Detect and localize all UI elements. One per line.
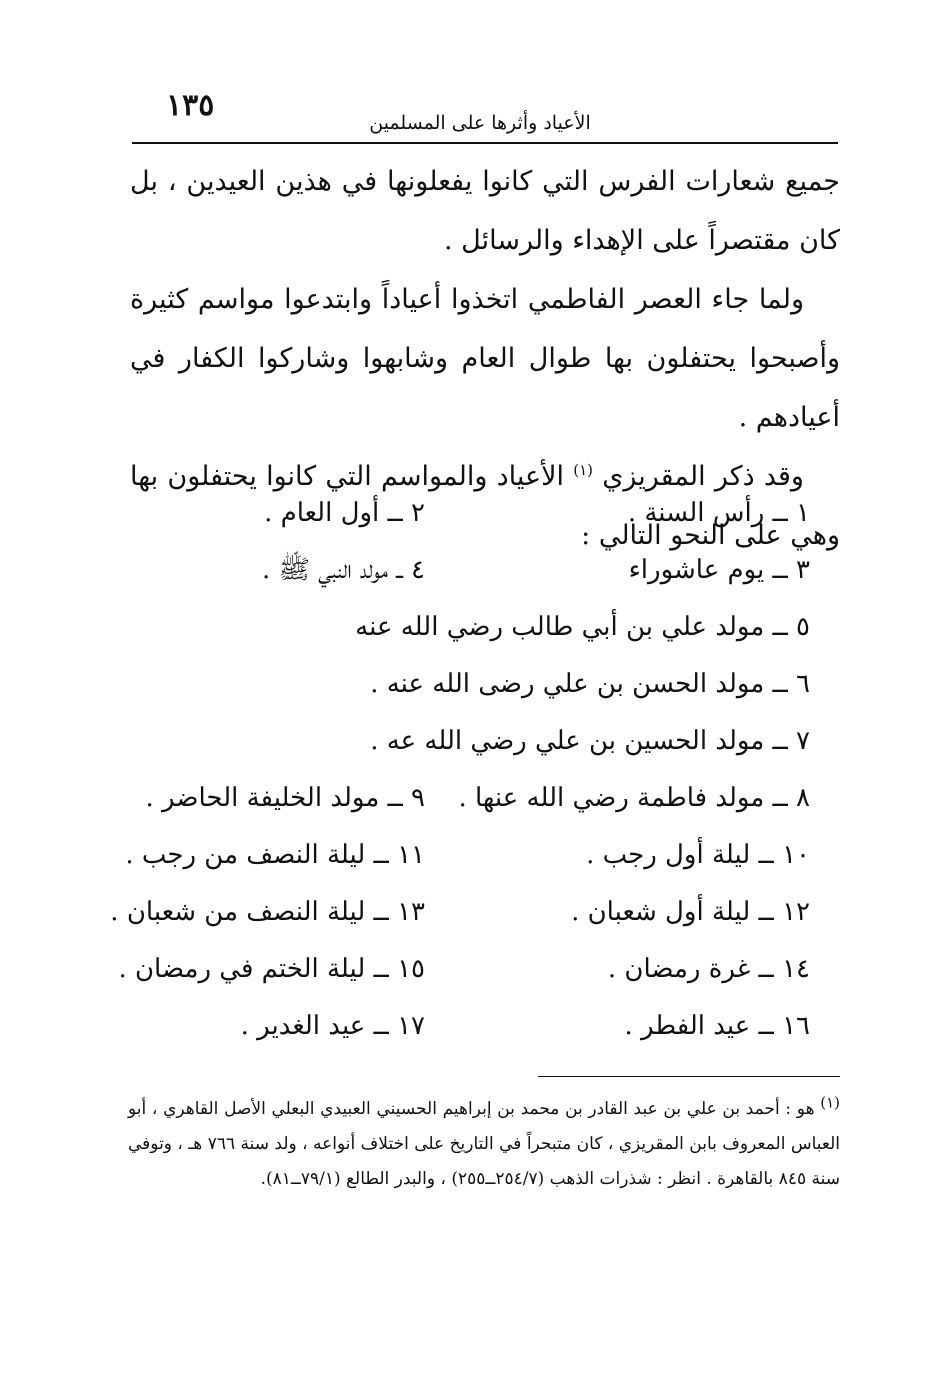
list-item: ١٥ ــ ليلة الختم في رمضان . xyxy=(118,954,425,984)
list-item: ١ ــ رأس السنة . xyxy=(627,498,810,528)
list-item: ٨ ــ مولد فاطمة رضي الله عنها . xyxy=(458,783,810,813)
list-row xyxy=(130,485,810,542)
paragraph-1: جميع شعارات الفرس التي كانوا يفعلونها في هذين العيدين ، بل كان مقتصراً على الإهداء والرسائل . xyxy=(130,166,840,256)
list-row xyxy=(125,827,810,884)
page-number: ١٣٥ xyxy=(166,88,215,123)
footnote xyxy=(128,1092,840,1197)
header-rule xyxy=(132,142,838,144)
list-item: ٢ ــ أول العام . xyxy=(264,498,425,528)
footnote-marker: (١) xyxy=(820,1093,841,1112)
paragraph-3-rest: الأعياد والمواسم التي كانوا يحتفلون بها وهي على النحو التالي : xyxy=(130,461,840,551)
list-row xyxy=(130,656,810,713)
paragraph-2: ولما جاء العصر الفاطمي اتخذوا أعياداً وابتدعوا مواسم كثيرة وأصبحوا يحتفلون بها طوال العام وشابهوا وشاركوا الكفار في أعيادهم . xyxy=(130,284,840,433)
list-row xyxy=(130,770,810,827)
list-item: ٩ ــ مولد الخليفة الحاضر . xyxy=(145,783,425,813)
paragraph-3-lead: وقد ذكر المقريزي xyxy=(602,461,804,492)
list-row xyxy=(110,884,810,941)
list-row xyxy=(130,599,810,656)
list-item: ٥ ــ مولد علي بن أبي طالب رضي الله عنه xyxy=(355,612,810,642)
list-item: ٤ ــ مولد النبي ﷺ . xyxy=(261,555,425,585)
running-title: الأعياد وأثرها على المسلمين xyxy=(369,112,591,134)
list-row xyxy=(130,713,810,770)
list-row xyxy=(130,542,810,599)
list-item: ١٤ ــ غرة رمضان . xyxy=(607,954,810,984)
list-item: ٣ ــ يوم عاشوراء xyxy=(628,555,810,585)
list-item: ٧ ــ مولد الحسين بن علي رضي الله عه . xyxy=(370,726,810,756)
list-item: ١٦ ــ عيد الفطر . xyxy=(624,1011,810,1041)
list-item: ١٣ ــ ليلة النصف من شعبان . xyxy=(110,897,425,927)
footnote-text: هو : أحمد بن علي بن عبد القادر بن محمد بن إبراهيم الحسيني العبيدي البعلي الأصل القاهري ، أبو العباس المعروف بابن المقريزي ، كان متبحراً في التاريخ على اختلاف أنواعه ، ولد سنة ٧٦٦ هـ ، وتوفي سنة ٨٤٥ بالقاهرة . انظر : شذرات الذهب (٢٥٤/٧ــ٢٥٥) ، والبدر الطالع (٧٩/١ــ٨١). xyxy=(128,1099,841,1189)
footnote-rule xyxy=(538,1076,840,1077)
list-item: ٦ ــ مولد الحسن بن علي رضى الله عنه . xyxy=(370,669,810,699)
list-item: ١٢ ــ ليلة أول شعبان . xyxy=(571,897,810,927)
festivals-list xyxy=(110,485,810,1055)
list-row xyxy=(118,941,810,998)
list-item: ١٧ ــ عيد الغدير . xyxy=(240,1011,425,1041)
footnote-reference: (١) xyxy=(573,461,593,479)
list-item: ١٠ ــ ليلة أول رجب . xyxy=(586,840,810,870)
list-item: ١١ ــ ليلة النصف من رجب . xyxy=(125,840,425,870)
list-row xyxy=(130,998,810,1055)
